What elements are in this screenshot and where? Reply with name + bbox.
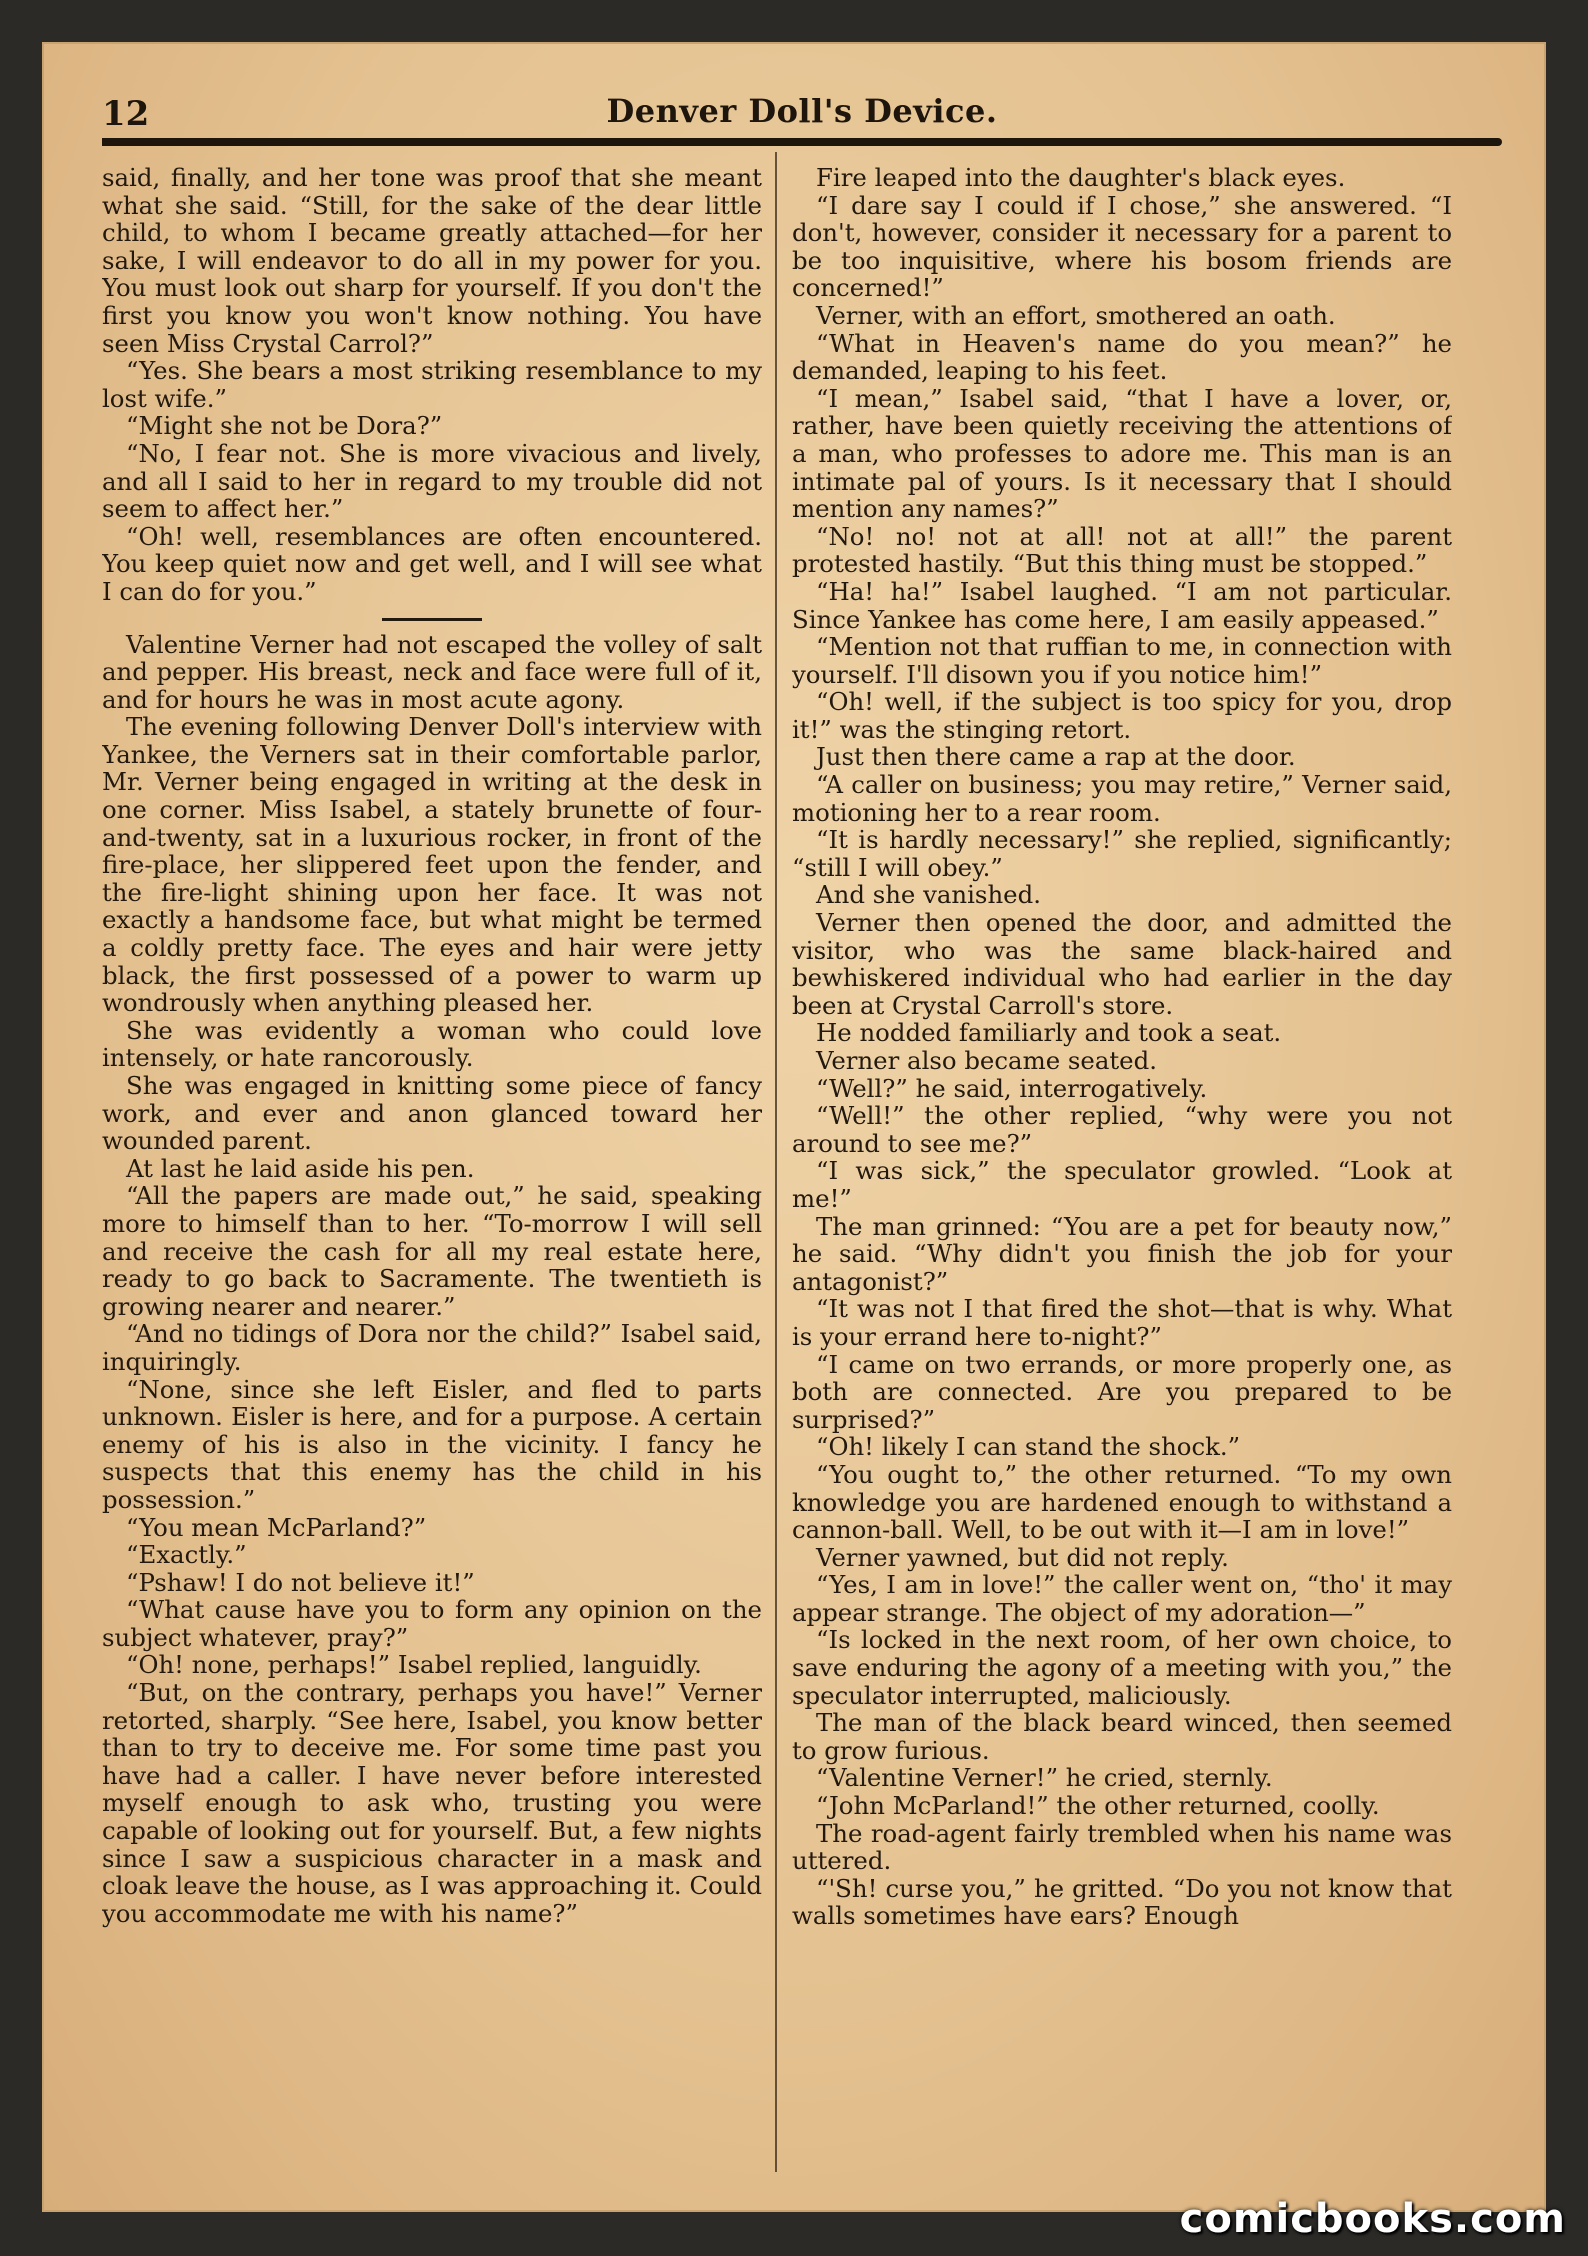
header-rule xyxy=(102,138,1502,146)
paragraph: “Is locked in the next room, of her own choice, to save enduring the agony of a meeting with you,” the speculator interrupted, maliciously. xyxy=(792,1625,1452,1710)
paragraph: “I was sick,” the speculator growled. “Look at me!” xyxy=(792,1156,1452,1213)
paragraph: said, finally, and her tone was proof that she meant what she said. “Still, for the sake of the dear little child, to whom I became greatly attached—for her sake, I will endeavor to do all in my power for you. You must look out sharp for yourself. If you don't the first you know you won't know nothing. You have seen Miss Crystal Carrol?” xyxy=(102,164,762,358)
running-title: Denver Doll's Device. xyxy=(606,92,998,130)
paragraph: “A caller on business; you may retire,” Verner said, motioning her to a rear room. xyxy=(792,770,1452,827)
paragraph: “I came on two errands, or more properly one, as both are connected. Are you prepared to be surprised?” xyxy=(792,1349,1452,1434)
paragraph: “I mean,” Isabel said, “that I have a lover, or, rather, have been quietly receiving the attentions of a man, who professes to adore me. This man is an intimate pal of yours. Is it necessary that I should mention any names?” xyxy=(792,383,1452,524)
paragraph: “Oh! none, perhaps!” Isabel replied, languidly. xyxy=(126,1650,702,1680)
paragraph: “It was not I that fired the shot—that is why. What is your errand here to-night?” xyxy=(792,1294,1452,1351)
paragraph: “It is hardly necessary!” she replied, significantly; “still I will obey.” xyxy=(792,825,1452,882)
paragraph: “Exactly.” xyxy=(126,1540,247,1570)
paragraph: “What cause have you to form any opinion on the subject whatever, pray?” xyxy=(102,1595,762,1652)
paragraph: Verner also became seated. xyxy=(816,1046,1157,1075)
paragraph: She was evidently a woman who could love intensely, or hate rancorously. xyxy=(102,1015,762,1073)
column-divider xyxy=(775,152,777,2172)
paragraph: “Oh! well, resemblances are often encountered. You keep quiet now and get well, and I will see what I can do for you.” xyxy=(102,521,762,606)
paragraph: Verner then opened the door, and admitted the visitor, who was the same black-haired and bewhiskered individual who had earlier in the day been at Crystal Carroll's store. xyxy=(792,908,1452,1020)
paragraph: “Yes, I am in love!” the caller went on, “tho' it may appear strange. The object of my adoration—” xyxy=(792,1570,1452,1627)
paragraph: “But, on the contrary, perhaps you have!” Verner retorted, sharply. “See here, Isabel, you know better than to try to deceive me. For some time past you have had a caller. I have never before interested myself enough to ask who, trusting you were capable of looking out for yourself. But, a few nights since I saw a suspicious character in a mask and cloak leave the house, as I was approaching it. Could you accommodate me with his name?” xyxy=(102,1678,762,1928)
page xyxy=(42,42,1546,2212)
paragraph: Verner yawned, but did not reply. xyxy=(816,1542,1229,1572)
paragraph: “And no tidings of Dora nor the child?” Isabel said, inquiringly. xyxy=(102,1319,762,1376)
paragraph: “None, since she left Eisler, and fled to parts unknown. Eisler is here, and for a purpose. A certain enemy of his is also in the vicinity. I fancy he suspects that this enemy has the child in his possession.” xyxy=(102,1374,762,1514)
paragraph: The road-agent fairly trembled when his name was uttered. xyxy=(792,1818,1452,1876)
paragraph: “John McParland!” the other returned, coolly. xyxy=(816,1791,1380,1821)
site-watermark: comicbooks.com xyxy=(1179,2196,1566,2242)
paragraph: He nodded familiarly and took a seat. xyxy=(816,1018,1282,1048)
paragraph: She was engaged in knitting some piece of fancy work, and ever and anon glanced toward her wounded parent. xyxy=(102,1071,762,1156)
paragraph: The evening following Denver Doll's interview with Yankee, the Verners sat in their comfortable parlor, Mr. Verner being engaged in writing at the desk in one corner. Miss Isabel, a stately brunette of four-and-twenty, sat in a luxurious rocker, in front of the fire-place, her slippered feet upon the fender, and the fire-light shining upon her face. It was not exactly a handsome face, but what might be termed a coldly pretty face. The eyes and hair were jetty black, the first possessed of a power to warm up wondrously when anything pleased her. xyxy=(102,712,762,1018)
section-separator xyxy=(382,618,482,621)
paragraph: Verner, with an effort, smothered an oath. xyxy=(816,300,1336,330)
paragraph: And she vanished. xyxy=(816,880,1041,910)
paragraph: “No! no! not at all! not at all!” the parent protested hastily. “But this thing must be stopped.” xyxy=(792,521,1452,579)
paragraph: The man grinned: “You are a pet for beauty now,” he said. “Why didn't you finish the job for your antagonist?” xyxy=(792,1211,1452,1296)
paragraph: “Pshaw! I do not believe it!” xyxy=(126,1567,475,1597)
paragraph: “Oh! well, if the subject is too spicy for you, drop it!” was the stinging retort. xyxy=(792,687,1452,744)
right-column xyxy=(792,164,1452,2154)
paragraph: At last he laid aside his pen. xyxy=(126,1153,475,1183)
paragraph: “You mean McParland?” xyxy=(126,1512,427,1542)
paragraph: “You ought to,” the other returned. “To my own knowledge you are hardened enough to withstand a cannon-ball. Well, to be out with it—I am in love!” xyxy=(792,1459,1452,1545)
paragraph: The man of the black beard winced, then seemed to grow furious. xyxy=(792,1708,1452,1765)
paragraph: “Valentine Verner!” he cried, sternly. xyxy=(816,1763,1273,1793)
paragraph: “I dare say I could if I chose,” she answered. “I don't, however, consider it necessary for a parent to be too inquisitive, where his bosom friends are concerned!” xyxy=(792,190,1452,303)
page-number: 12 xyxy=(102,94,150,134)
paragraph: “Well!” the other replied, “why were you not around to see me?” xyxy=(792,1101,1452,1158)
paragraph: “'Sh! curse you,” he gritted. “Do you not know that walls sometimes have ears? Enough xyxy=(792,1873,1452,1931)
paragraph: Just then there came a rap at the door. xyxy=(816,742,1296,772)
paragraph: “All the papers are made out,” he said, speaking more to himself than to her. “To-morrow I will sell and receive the cash for all my real estate here, ready to go back to Sacramente. The twentieth is growing nearer and nearer.” xyxy=(102,1181,762,1321)
paragraph: “Yes. She bears a most striking resemblance to my lost wife.” xyxy=(102,356,762,413)
paragraph: “Ha! ha!” Isabel laughed. “I am not particular. Since Yankee has come here, I am easily appeased.” xyxy=(792,576,1452,634)
paragraph: Valentine Verner had not escaped the volley of salt and pepper. His breast, neck and face were full of it, and for hours he was in most acute agony. xyxy=(102,629,762,714)
paragraph: “What in Heaven's name do you mean?” he demanded, leaping to his feet. xyxy=(792,328,1452,386)
paragraph: “Mention not that ruffian to me, in connection with yourself. I'll disown you if you notice him!” xyxy=(792,632,1452,689)
paragraph: “Well?” he said, interrogatively. xyxy=(816,1073,1208,1103)
paragraph: “Might she not be Dora?” xyxy=(126,411,443,441)
paragraph: “Oh! likely I can stand the shock.” xyxy=(816,1432,1241,1462)
paragraph: “No, I fear not. She is more vivacious and lively, and all I said to her in regard to my trouble did not seem to affect her.” xyxy=(102,438,762,524)
paragraph: Fire leaped into the daughter's black eyes. xyxy=(816,164,1346,192)
left-column xyxy=(102,164,762,2154)
